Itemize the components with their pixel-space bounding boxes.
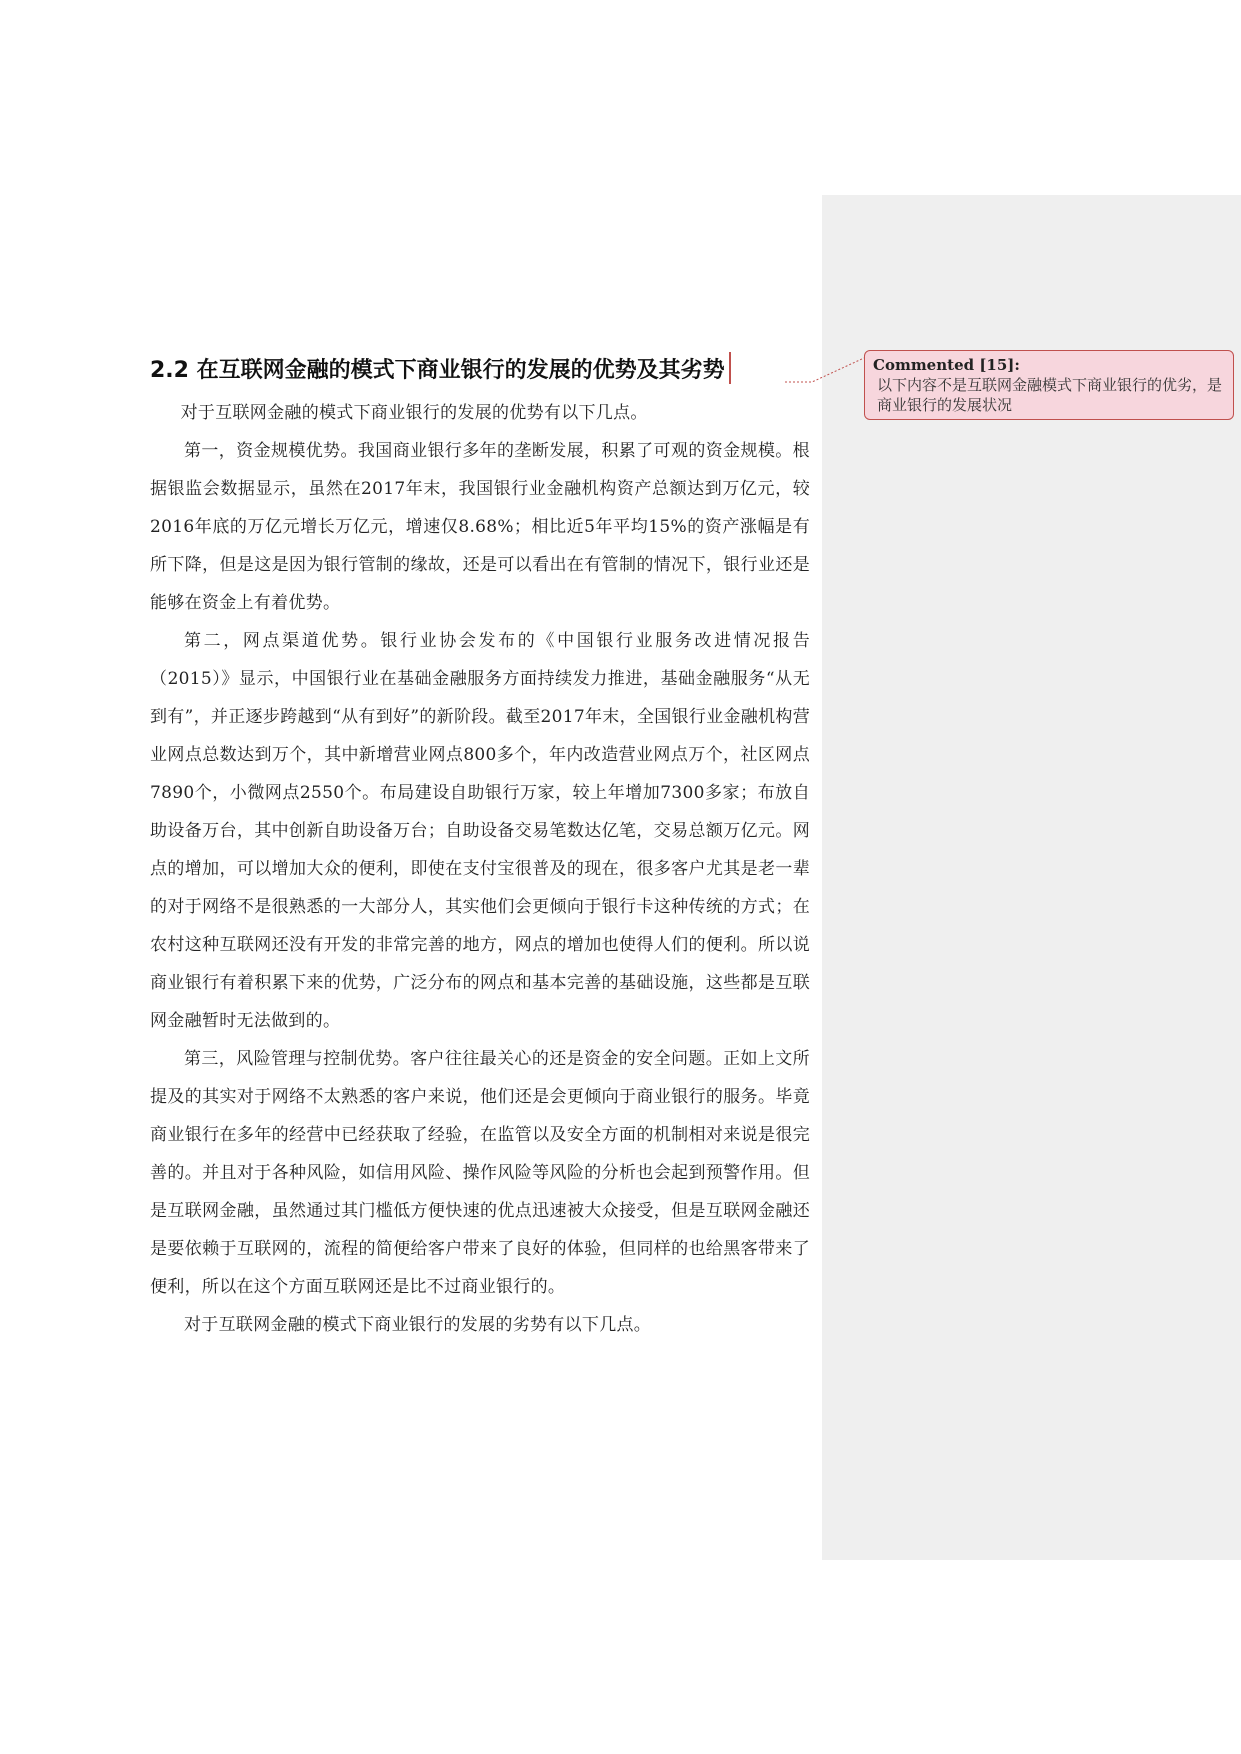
section-heading-text: 2.2 在互联网金融的模式下商业银行的发展的优势及其劣势 <box>150 358 725 383</box>
comment-balloon[interactable] <box>864 350 1234 420</box>
paragraph-third: 第三，风险管理与控制优势。客户往往最关心的还是资金的安全问题。正如上文所提及的其实对于网络不太熟悉的客户来说，他们还是会更倾向于商业银行的服务。毕竟商业银行在多年的经营中已经获取了经验，在监管以及安全方面的机制相对来说是很完善的。并且对于各种风险，如信用风险、操作风险等风险的分析也会起到预警作用。但是互联网金融，虽然通过其门槛低方便快速的优点迅速被大众接受，但是互联网金融还是要依赖于互联网的，流程的简便给客户带来了良好的体验，但同样的也给黑客带来了便利，所以在这个方面互联网还是比不过商业银行的。 <box>150 1049 810 1297</box>
paragraph-intro: 对于互联网金融的模式下商业银行的发展的优势有以下几点。 <box>180 403 648 423</box>
section-heading <box>150 352 810 386</box>
comment-text: 以下内容不是互联网金融模式下商业银行的优劣，是商业银行的发展状况 <box>877 376 1223 414</box>
paragraph-second: 第二，网点渠道优势。银行业协会发布的《中国银行业服务改进情况报告（2015）》显示，中国银行业在基础金融服务方面持续发力推进，基础金融服务“从无到有”，并正逐步跨越到“从有到好”的新阶段。截至2017年末，全国银行业金融机构营业网点总数达到万个，其中新增营业网点800多个，年内改造营业网点万个，社区网点7890个，小微网点2550个。布局建设自助银行万家，较上年增加7300多家；布放自助设备万台，其中创新自助设备万台；自助设备交易笔数达亿笔，交易总额万亿元。网点的增加，可以增加大众的便利，即使在支付宝很普及的现在，很多客户尤其是老一辈的对于网络不是很熟悉的一大部分人，其实他们会更倾向于银行卡这种传统的方式；在农村这种互联网还没有开发的非常完善的地方，网点的增加也使得人们的便利。所以说商业银行有着积累下来的优势，广泛分布的网点和基本完善的基础设施，这些都是互联网金融暂时无法做到的。 <box>150 631 810 1031</box>
comment-title: Commented [15]: <box>873 356 1020 374</box>
document-page <box>150 352 810 1344</box>
paragraph-first: 第一，资金规模优势。我国商业银行多年的垄断发展，积累了可观的资金规模。根据银监会数据显示，虽然在2017年末，我国银行业金融机构资产总额达到万亿元，较2016年底的万亿元增长万亿元，增速仅8.68%；相比近5年平均15%的资产涨幅是有所下降，但是这是因为银行管制的缘故，还是可以看出在有管制的情况下，银行业还是能够在资金上有着优势。 <box>150 441 810 613</box>
comment-anchor-marker[interactable] <box>729 352 731 384</box>
paragraph-disadvantages-intro: 对于互联网金融的模式下商业银行的发展的劣势有以下几点。 <box>184 1315 652 1335</box>
